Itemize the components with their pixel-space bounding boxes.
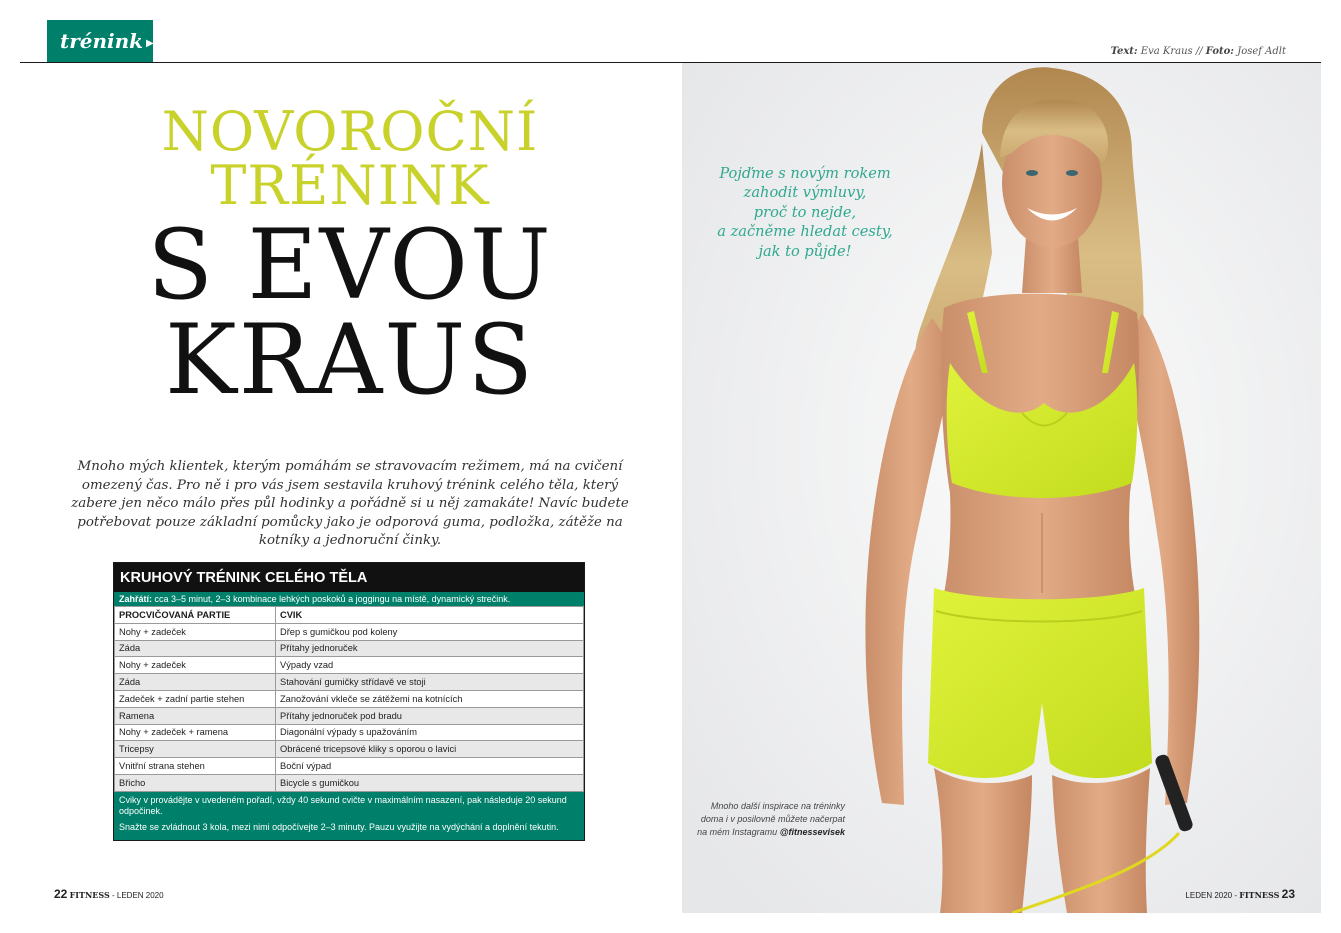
instagram-handle: @fitnessevisek — [779, 827, 845, 837]
headline-line-4: KRAUS — [165, 304, 535, 416]
table-row — [115, 758, 584, 775]
body-part-cell: Břicho — [115, 774, 276, 791]
table-row — [115, 774, 584, 791]
intro-paragraph: Mnoho mých klientek, kterým pomáhám se stravovacím režimem, má na cvičení omezený čas. Pro ně i pro vás jsem sestavila kruhový trénink celého těla, který zabere jen něco málo přes půl hodinky a pořádně si u něj zamakáte! Navíc budete potřebovat pouze základní pomůcky jako je odporová guma, podložka, zátěže na kotníky a jednoruční činky. — [71, 459, 629, 548]
credits-photo-label: Foto: — [1205, 46, 1234, 57]
exercise-cell: Boční výpad — [276, 758, 584, 775]
workout-table-title: KRUHOVÝ TRÉNINK CELÉHO TĚLA — [114, 563, 584, 592]
table-row — [115, 724, 584, 741]
photo-caption — [690, 800, 845, 839]
page-number-left: 22 — [54, 887, 68, 901]
magazine-name-left: FITNESS — [69, 890, 110, 900]
body-part-cell: Vnitřní strana stehen — [115, 758, 276, 775]
exercise-cell: Diagonální výpady s upažováním — [276, 724, 584, 741]
issue-right: LEDEN 2020 - — [1185, 891, 1240, 900]
table-row — [115, 707, 584, 724]
page-footer-left — [54, 887, 164, 901]
table-row — [115, 690, 584, 707]
table-row — [115, 657, 584, 674]
credits — [1111, 46, 1286, 57]
pull-quote — [690, 164, 920, 261]
pull-quote-line-1: Pojďme s novým rokem — [719, 165, 891, 182]
body-part-cell: Tricepsy — [115, 741, 276, 758]
exercise-cell: Bicycle s gumičkou — [276, 774, 584, 791]
column-header-body-part: PROCVIČOVANÁ PARTIE — [115, 607, 276, 624]
workout-table — [114, 606, 584, 792]
body-part-cell: Zadeček + zadní partie stehen — [115, 690, 276, 707]
body-part-cell: Nohy + zadeček — [115, 657, 276, 674]
body-part-cell: Záda — [115, 674, 276, 691]
section-label: trénink — [60, 29, 144, 53]
credits-photographer: Josef Adlt — [1237, 46, 1286, 57]
exercise-cell: Přítahy jednoruček — [276, 640, 584, 657]
headline-line-1: NOVOROČNÍ — [161, 100, 539, 163]
instructions-paragraph-1: Cviky v provádějte v uvedeném pořadí, vždy 40 sekund cvičte v maximálním nasazení, pak následuje 20 sekund odpočinek. — [119, 794, 567, 817]
issue-left: - LEDEN 2020 — [109, 891, 164, 900]
pull-quote-line-5: jak to půjde! — [758, 242, 852, 260]
body-part-cell: Záda — [115, 640, 276, 657]
credits-separator: // — [1195, 46, 1203, 57]
page-footer-right — [1185, 887, 1295, 901]
exercise-cell: Obrácené tricepsové kliky s oporou o lavici — [276, 741, 584, 758]
section-tag — [47, 20, 153, 62]
column-header-exercise: CVIK — [276, 607, 584, 624]
warmup-label: Zahřátí: — [119, 594, 153, 604]
workout-table-box — [113, 562, 585, 841]
warmup-text: cca 3–5 minut, 2–3 kombinace lehkých poskoků a joggingu na místě, dynamický strečink. — [152, 594, 511, 604]
caption-text: Mnoho další inspirace na tréninky doma i v posilovně můžete načerpat na mém Instagramu — [697, 801, 845, 837]
body-part-cell: Nohy + zadeček + ramena — [115, 724, 276, 741]
warmup-note — [114, 592, 584, 606]
exercise-cell: Výpady vzad — [276, 657, 584, 674]
pull-quote-line-3: proč to nejde, — [753, 203, 857, 221]
pull-quote-line-2: zahodit výmluvy, — [743, 184, 867, 202]
exercise-cell: Dřep s gumičkou pod koleny — [276, 623, 584, 640]
body-part-cell: Nohy + zadeček — [115, 623, 276, 640]
table-row — [115, 640, 584, 657]
headline-line-3: S EVOU — [147, 209, 553, 321]
pull-quote-line-4: a začněme hledat cesty, — [717, 223, 893, 241]
instructions-paragraph-2: Snažte se zvládnout 3 kola, mezi nimi odpočívejte 2–3 minuty. Pauzu využijte na vydýchání a doplnění tekutin. — [119, 821, 559, 832]
body-part-cell: Ramena — [115, 707, 276, 724]
table-header-row — [115, 607, 584, 624]
exercise-cell: Stahování gumičky střídavě ve stoji — [276, 674, 584, 691]
credits-text-label: Text: — [1110, 46, 1138, 57]
table-row — [115, 674, 584, 691]
page-number-right: 23 — [1281, 887, 1295, 901]
table-row — [115, 623, 584, 640]
triangle-right-icon: ▶ — [146, 38, 154, 49]
credits-author: Eva Kraus — [1140, 46, 1193, 57]
exercise-cell: Zanožování vkleče se zátěžemi na kotnících — [276, 690, 584, 707]
magazine-name-right: FITNESS — [1239, 890, 1280, 900]
table-row — [115, 741, 584, 758]
workout-instructions — [114, 792, 584, 840]
exercise-cell: Přítahy jednoruček pod bradu — [276, 707, 584, 724]
headline-line-2: TRÉNINK — [210, 154, 490, 217]
